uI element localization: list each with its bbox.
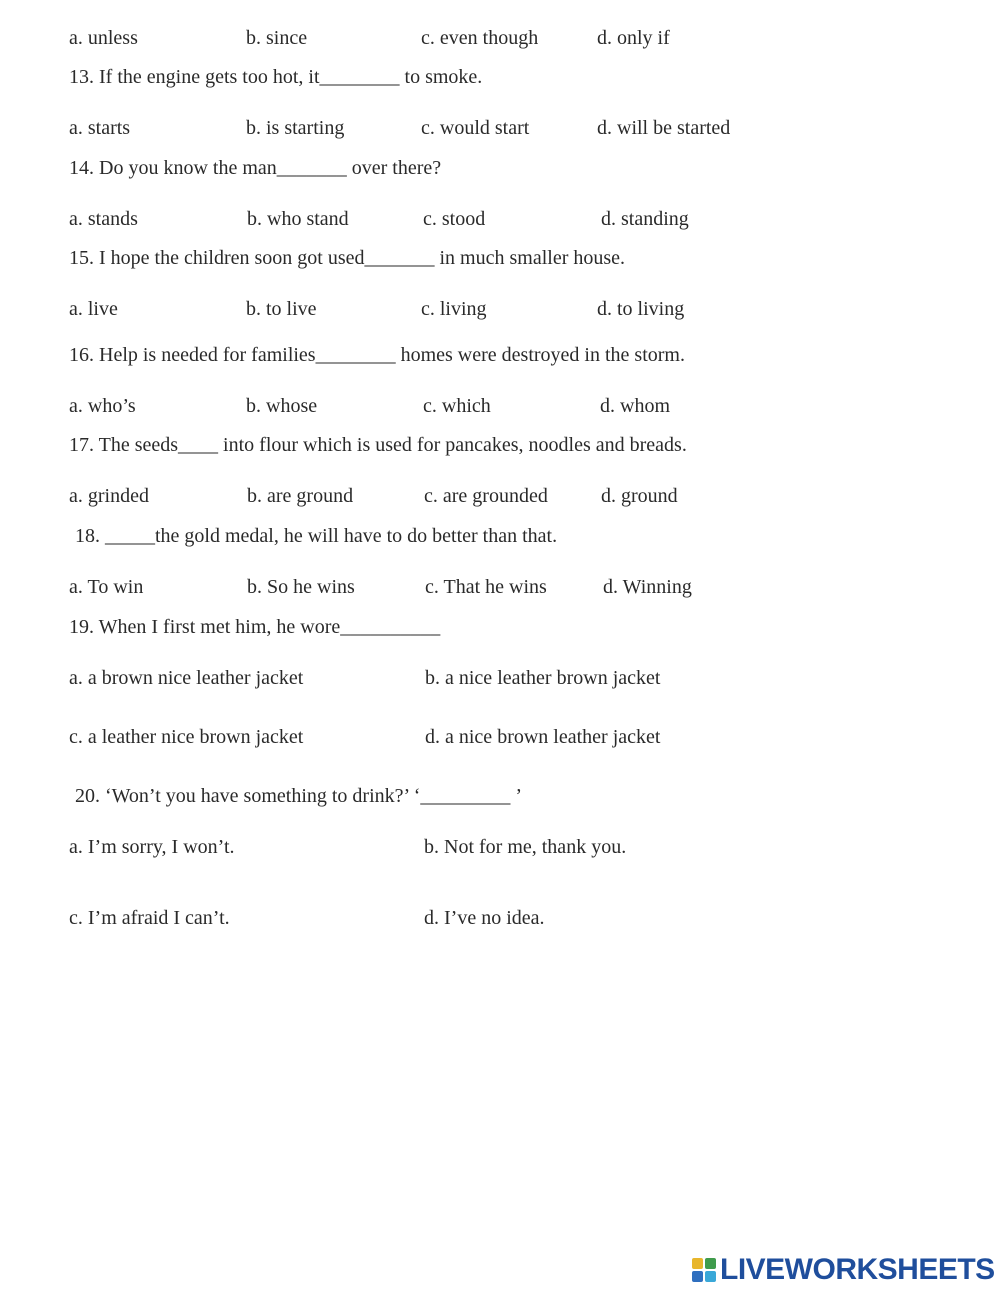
q15-option-d[interactable]: d. to living xyxy=(597,298,685,320)
q12-option-c[interactable]: c. even though xyxy=(421,27,539,49)
q14-option-b[interactable]: b. who stand xyxy=(247,208,349,230)
q19-option-c[interactable]: c. a leather nice brown jacket xyxy=(69,726,304,748)
q17-option-b[interactable]: b. are ground xyxy=(247,485,354,507)
q20-option-a[interactable]: a. I’m sorry, I won’t. xyxy=(69,836,235,858)
q14-question: 14. Do you know the man_______ over there? xyxy=(69,157,442,179)
q16-option-c[interactable]: c. which xyxy=(423,395,491,417)
q13-option-b[interactable]: b. is starting xyxy=(246,117,345,139)
q19-option-b[interactable]: b. a nice leather brown jacket xyxy=(425,667,661,689)
q20-option-b[interactable]: b. Not for me, thank you. xyxy=(424,836,627,858)
q17-option-c[interactable]: c. are grounded xyxy=(424,485,548,507)
q20-option-d[interactable]: d. I’ve no idea. xyxy=(424,907,545,929)
q16-option-d[interactable]: d. whom xyxy=(600,395,670,417)
liveworksheets-logo[interactable] xyxy=(692,1253,995,1286)
q13-option-d[interactable]: d. will be started xyxy=(597,117,731,139)
q16-option-b[interactable]: b. whose xyxy=(246,395,318,417)
q18-option-b[interactable]: b. So he wins xyxy=(247,576,355,598)
q18-option-d[interactable]: d. Winning xyxy=(603,576,692,598)
q19-question: 19. When I first met him, he wore__________ xyxy=(69,616,441,638)
q18-option-c[interactable]: c. That he wins xyxy=(425,576,547,598)
q20-option-c[interactable]: c. I’m afraid I can’t. xyxy=(69,907,230,929)
q15-option-a[interactable]: a. live xyxy=(69,298,118,320)
q17-option-a[interactable]: a. grinded xyxy=(69,485,149,507)
q17-question: 17. The seeds____ into flour which is used for pancakes, noodles and breads. xyxy=(69,434,687,456)
q13-question: 13. If the engine gets too hot, it________ to smoke. xyxy=(69,66,483,88)
q15-option-c[interactable]: c. living xyxy=(421,298,487,320)
liveworksheets-logo-icon xyxy=(692,1258,716,1282)
q16-question: 16. Help is needed for families________ homes were destroyed in the storm. xyxy=(69,344,685,366)
q14-option-a[interactable]: a. stands xyxy=(69,208,138,230)
q12-option-b[interactable]: b. since xyxy=(246,27,308,49)
q18-question: 18. _____the gold medal, he will have to do better than that. xyxy=(75,525,558,547)
q12-option-d[interactable]: d. only if xyxy=(597,27,670,49)
q13-option-a[interactable]: a. starts xyxy=(69,117,131,139)
q16-option-a[interactable]: a. who’s xyxy=(69,395,136,417)
q14-option-c[interactable]: c. stood xyxy=(423,208,486,230)
q18-option-a[interactable]: a. To win xyxy=(69,576,144,598)
brand-name: LIVEWORKSHEETS xyxy=(720,1253,995,1286)
q20-question: 20. ‘Won’t you have something to drink?’ ‘_________ ’ xyxy=(75,785,523,807)
q14-option-d[interactable]: d. standing xyxy=(601,208,689,230)
q19-option-d[interactable]: d. a nice brown leather jacket xyxy=(425,726,661,748)
q15-question: 15. I hope the children soon got used_______ in much smaller house. xyxy=(69,247,626,269)
q17-option-d[interactable]: d. ground xyxy=(601,485,678,507)
q13-option-c[interactable]: c. would start xyxy=(421,117,530,139)
q19-option-a[interactable]: a. a brown nice leather jacket xyxy=(69,667,304,689)
q12-option-a[interactable]: a. unless xyxy=(69,27,138,49)
q15-option-b[interactable]: b. to live xyxy=(246,298,317,320)
